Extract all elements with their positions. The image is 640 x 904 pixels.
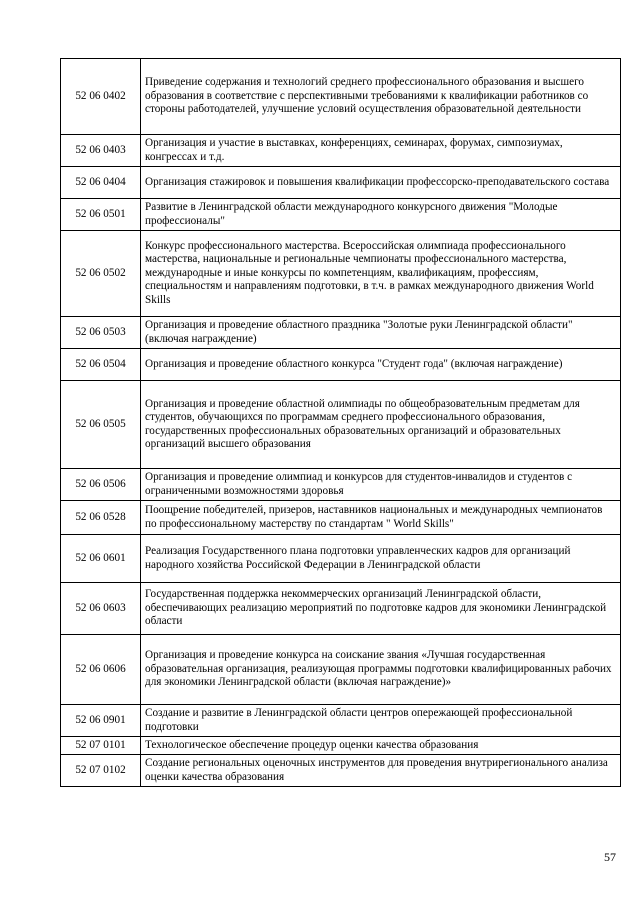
row-code: 52 06 0504: [61, 349, 141, 381]
row-code: 52 06 0528: [61, 501, 141, 535]
row-description: Поощрение победителей, призеров, наставников национальных и международных чемпионатов по профессиональному мастерству по стандартам " World Skills": [141, 501, 621, 535]
row-code: 52 06 0404: [61, 167, 141, 199]
table-row: [61, 501, 621, 535]
table-row: [61, 317, 621, 349]
classification-table: [60, 58, 621, 787]
row-description: Приведение содержания и технологий среднего профессионального образования и высшего образования в соответствие с перспективными требованиями к квалификации работников со стороны работодателей, улучшение условий осуществления образовательной деятельности: [141, 59, 621, 135]
row-code: 52 06 0403: [61, 135, 141, 167]
table-row: [61, 167, 621, 199]
row-description: Развитие в Ленинградской области международного конкурсного движения "Молодые профессионалы": [141, 199, 621, 231]
row-code: 52 06 0506: [61, 469, 141, 501]
table-row: [61, 469, 621, 501]
page-number: 57: [604, 850, 616, 864]
table-row: [61, 199, 621, 231]
row-description: Конкурс профессионального мастерства. Всероссийская олимпиада профессионального мастерства, национальные и региональные чемпионаты профессионального мастерства, международные и иные конкурсы по компетенциям, квалификациям, профессиям, специальностям и направлениям подготовки, в т.ч. в рамках международного движения World Skills: [141, 231, 621, 317]
row-code: 52 06 0603: [61, 583, 141, 635]
row-code: 52 06 0601: [61, 535, 141, 583]
row-code: 52 07 0101: [61, 737, 141, 755]
row-description: Создание и развитие в Ленинградской области центров опережающей профессиональной подготовки: [141, 705, 621, 737]
row-code: 52 06 0505: [61, 381, 141, 469]
row-description: Организация и проведение конкурса на соискание звания «Лучшая государственная образовательная организация, реализующая программы подготовки квалифицированных рабочих для экономики Ленинградской области (включая награждение)»: [141, 635, 621, 705]
row-description: Создание региональных оценочных инструментов для проведения внутрирегионального анализа оценки качества образования: [141, 755, 621, 787]
table-body: [61, 59, 621, 787]
row-description: Организация и участие в выставках, конференциях, семинарах, форумах, симпозиумах, конгрессах и т.д.: [141, 135, 621, 167]
table-row: [61, 135, 621, 167]
row-description: Государственная поддержка некоммерческих организаций Ленинградской области, обеспечивающих реализацию мероприятий по подготовке кадров для экономики Ленинградской области: [141, 583, 621, 635]
row-code: 52 06 0606: [61, 635, 141, 705]
row-code: 52 06 0901: [61, 705, 141, 737]
row-description: Реализация Государственного плана подготовки управленческих кадров для организаций народного хозяйства Российской Федерации в Ленинградской области: [141, 535, 621, 583]
table-row: [61, 381, 621, 469]
row-code: 52 07 0102: [61, 755, 141, 787]
table-row: [61, 583, 621, 635]
table-row: [61, 705, 621, 737]
table-row: [61, 349, 621, 381]
table-row: [61, 59, 621, 135]
table-row: [61, 535, 621, 583]
row-code: 52 06 0503: [61, 317, 141, 349]
row-description: Организация и проведение олимпиад и конкурсов для студентов-инвалидов и студентов с ограниченными возможностями здоровья: [141, 469, 621, 501]
row-description: Организация и проведение областного конкурса "Студент года" (включая награждение): [141, 349, 621, 381]
row-code: 52 06 0501: [61, 199, 141, 231]
row-code: 52 06 0502: [61, 231, 141, 317]
row-description: Организация и проведение областного праздника "Золотые руки Ленинградской области" (включая награждение): [141, 317, 621, 349]
table-row: [61, 755, 621, 787]
row-description: Технологическое обеспечение процедур оценки качества образования: [141, 737, 621, 755]
row-description: Организация и проведение областной олимпиады по общеобразовательным предметам для студентов, обучающихся по программам среднего профессионального образования, государственных профессиональных образовательных организаций и образовательных организаций высшего образования: [141, 381, 621, 469]
row-description: Организация стажировок и повышения квалификации профессорско-преподавательского состава: [141, 167, 621, 199]
row-code: 52 06 0402: [61, 59, 141, 135]
table-row: [61, 737, 621, 755]
table-row: [61, 635, 621, 705]
table-row: [61, 231, 621, 317]
